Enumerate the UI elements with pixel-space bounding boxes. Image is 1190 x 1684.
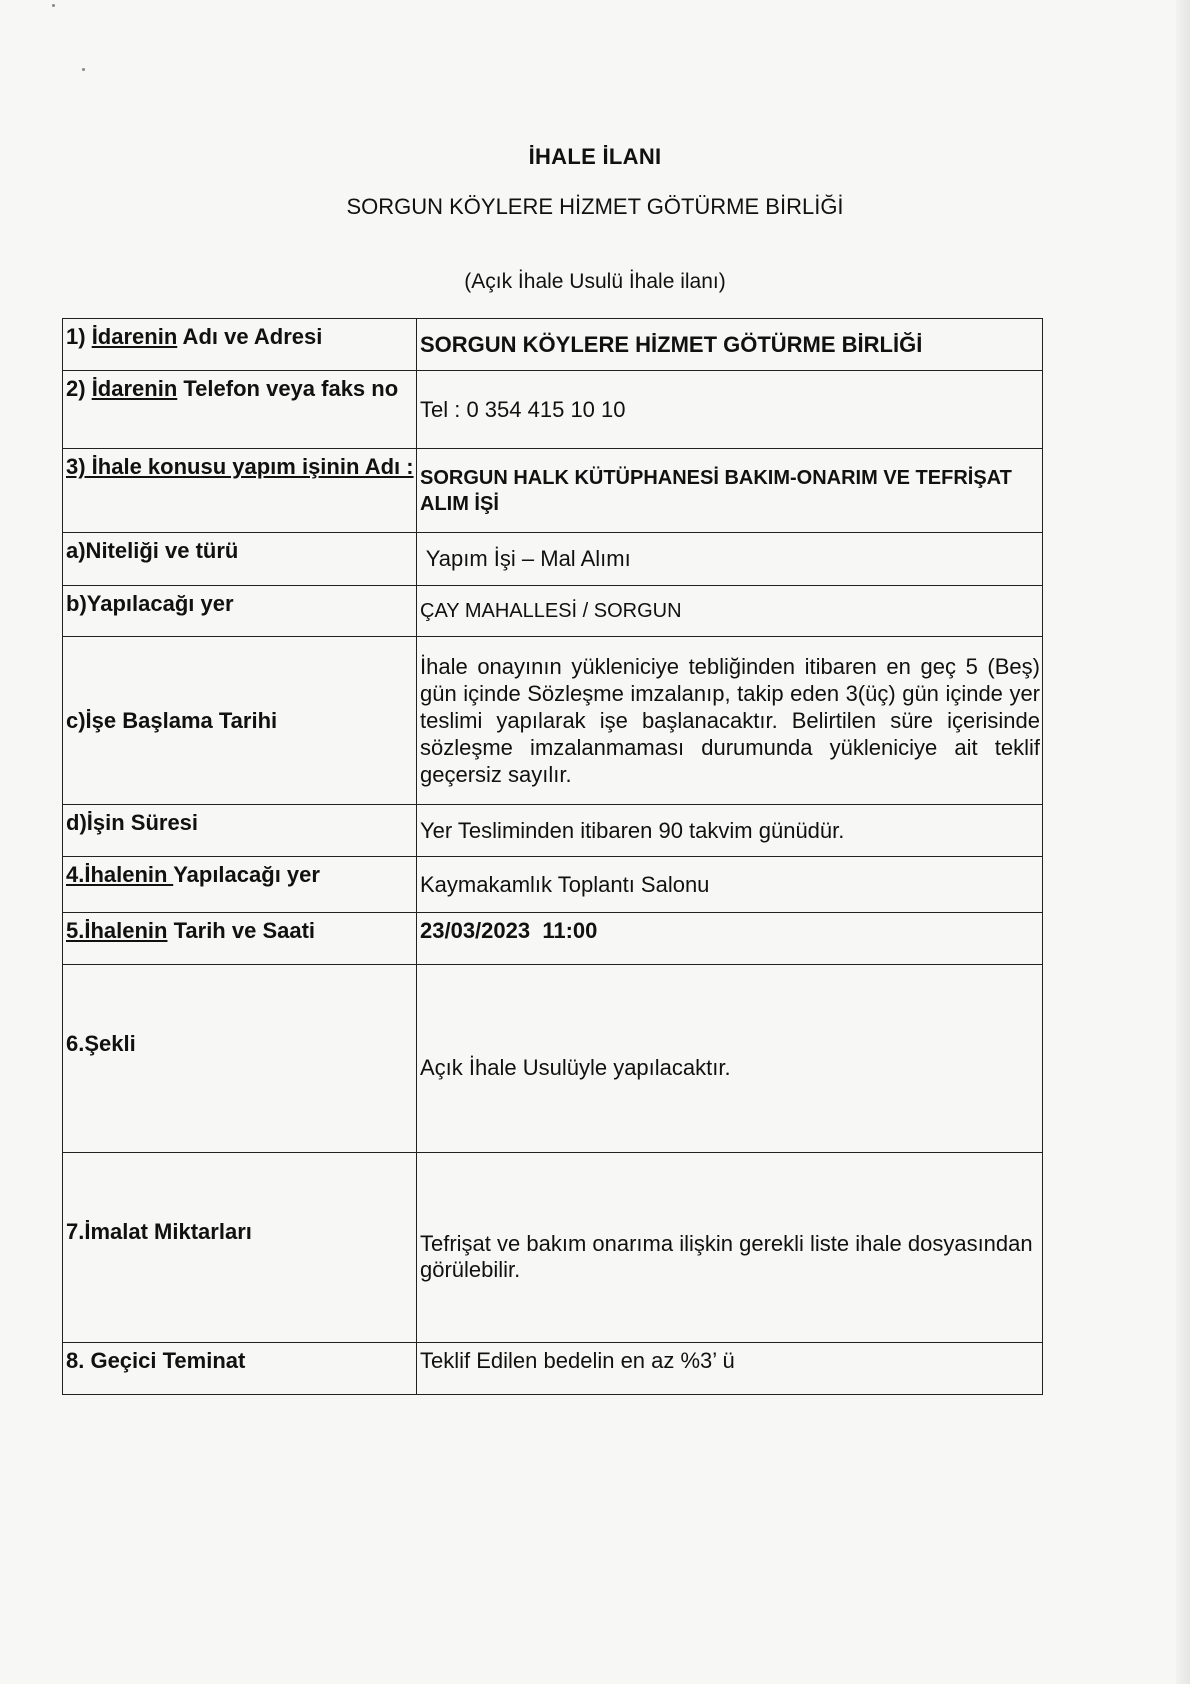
- table-row: [63, 913, 1043, 965]
- row-label: 5.İhalenin Tarih ve Saati: [63, 913, 417, 965]
- scan-speck: [82, 68, 85, 71]
- table-row: [63, 1153, 1043, 1343]
- row-value: SORGUN HALK KÜTÜPHANESİ BAKIM-ONARIM VE TEFRİŞAT ALIM İŞİ: [417, 449, 1043, 533]
- table-row: [63, 637, 1043, 805]
- row-value: Açık İhale Usulüyle yapılacaktır.: [417, 965, 1043, 1153]
- scan-edge-shadow: [1176, 0, 1190, 1684]
- table-row: [63, 1343, 1043, 1395]
- table-row: [63, 586, 1043, 637]
- table-row: [63, 805, 1043, 857]
- row-value: SORGUN KÖYLERE HİZMET GÖTÜRME BİRLİĞİ: [417, 319, 1043, 371]
- row-value: 23/03/2023 11:00: [417, 913, 1043, 965]
- row-value: Tel : 0 354 415 10 10: [417, 371, 1043, 449]
- row-label: d)İşin Süresi: [63, 805, 417, 857]
- row-value: Yapım İşi – Mal Alımı: [417, 533, 1043, 586]
- row-label: 2) İdarenin Telefon veya faks no: [63, 371, 417, 449]
- organization-name: SORGUN KÖYLERE HİZMET GÖTÜRME BİRLİĞİ: [346, 194, 844, 219]
- row-value: Teklif Edilen bedelin en az %3’ ü: [417, 1343, 1043, 1395]
- row-label: c)İşe Başlama Tarihi: [63, 637, 417, 805]
- row-label: a)Niteliği ve türü: [63, 533, 417, 586]
- table-row: [63, 857, 1043, 913]
- row-label: 1) İdarenin Adı ve Adresi: [63, 319, 417, 371]
- scan-speck: [52, 4, 55, 7]
- row-value: Yer Tesliminden itibaren 90 takvim günüdür.: [417, 805, 1043, 857]
- row-label: 6.Şekli: [63, 965, 417, 1153]
- table-row: [63, 449, 1043, 533]
- row-value: ÇAY MAHALLESİ / SORGUN: [417, 586, 1043, 637]
- row-label: b)Yapılacağı yer: [63, 586, 417, 637]
- table-row: [63, 371, 1043, 449]
- row-value: İhale onayının yükleniciye tebliğinden itibaren en geç 5 (Beş) gün içinde Sözleşme imzalanıp, takip eden 3(üç) gün içinde yer teslimi yapılarak işe başlanacaktır. Belirtilen süre içerisinde sözleşme imzalanmaması durumunda yükleniciye ait teklif geçersiz sayılır.: [417, 637, 1043, 805]
- row-value: Tefrişat ve bakım onarıma ilişkin gerekli liste ihale dosyasından görülebilir.: [417, 1153, 1043, 1343]
- table-row: [63, 319, 1043, 371]
- document-title: İHALE İLANI: [528, 144, 662, 169]
- tender-method-note: (Açık İhale Usulü İhale ilanı): [464, 270, 726, 293]
- table-row: [63, 965, 1043, 1153]
- row-label: 7.İmalat Miktarları: [63, 1153, 417, 1343]
- row-label: 4.İhalenin Yapılacağı yer: [63, 857, 417, 913]
- tender-details-table: [62, 318, 1043, 1395]
- row-label: 3) İhale konusu yapım işinin Adı :: [63, 449, 417, 533]
- row-label: 8. Geçici Teminat: [63, 1343, 417, 1395]
- row-value: Kaymakamlık Toplantı Salonu: [417, 857, 1043, 913]
- table-row: [63, 533, 1043, 586]
